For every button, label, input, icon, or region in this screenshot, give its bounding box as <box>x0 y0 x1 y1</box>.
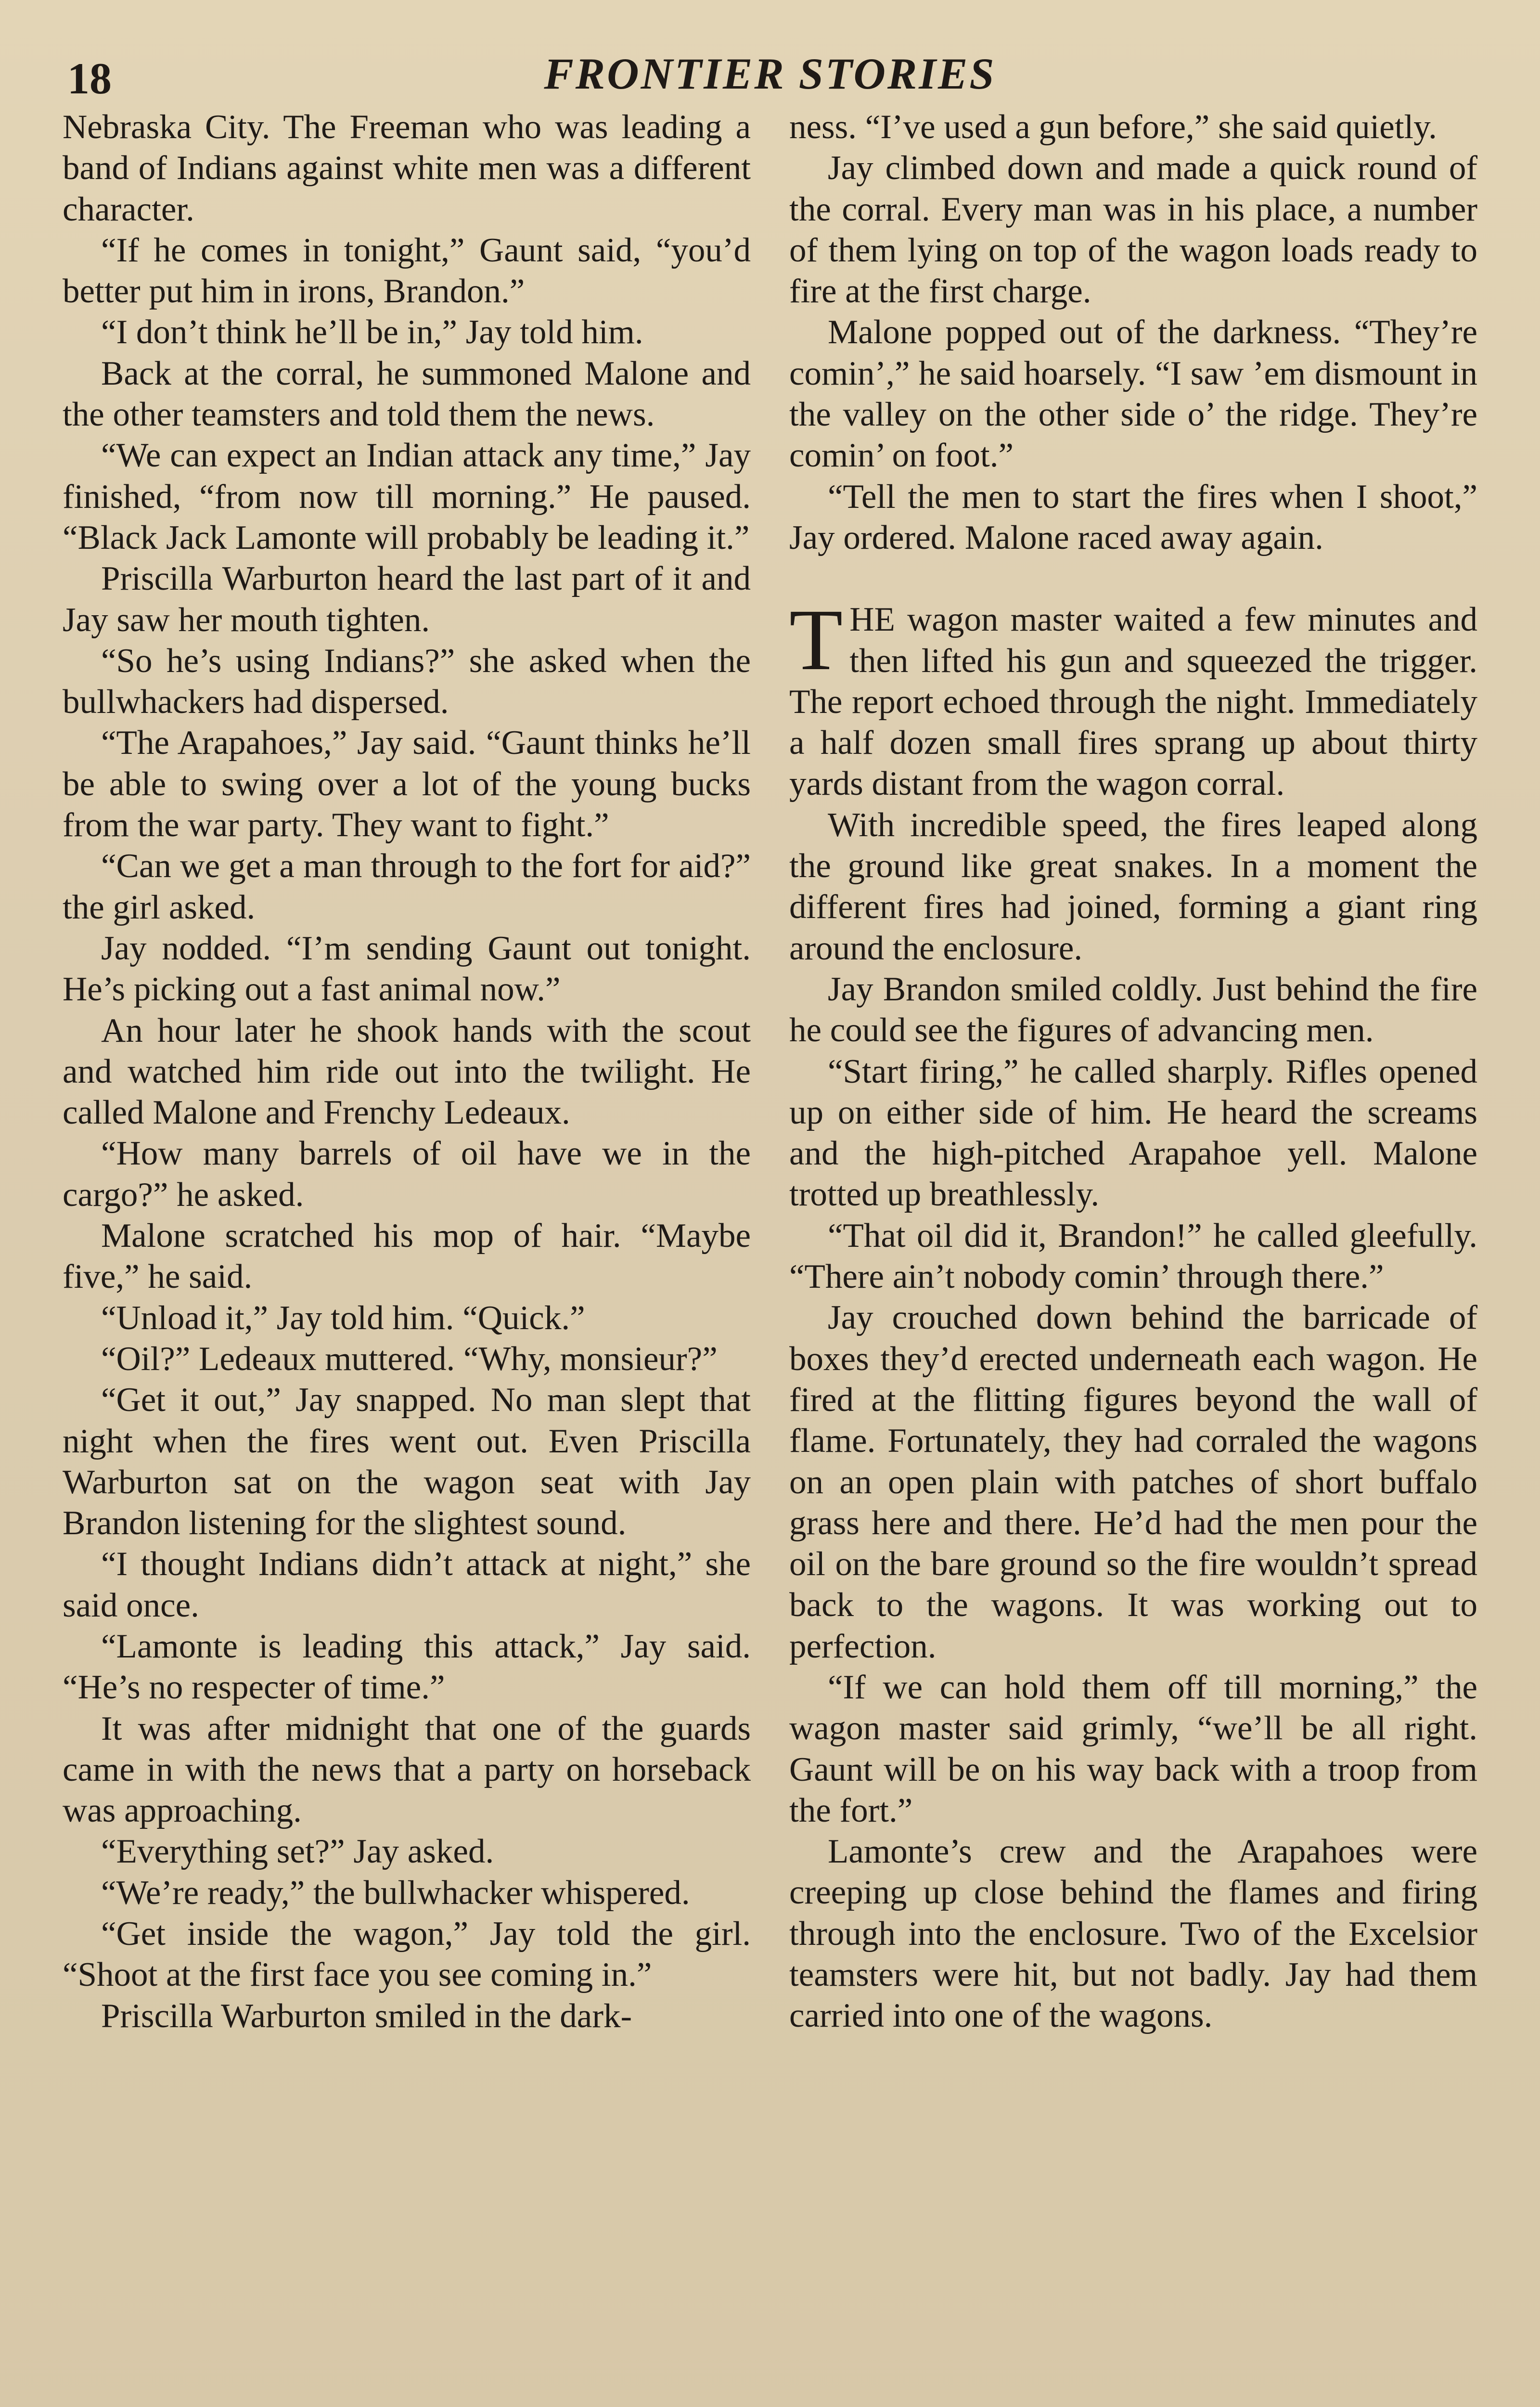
paragraph: “If he comes in tonight,” Gaunt said, “you’d better put him in irons, Brandon.” <box>63 231 751 311</box>
section-start-paragraph <box>789 592 1477 804</box>
paragraph: “Everything set?” Jay asked. <box>101 1833 494 1871</box>
paragraph: Jay Brandon smiled coldly. Just behind the fire he could see the figures of advancing men. <box>789 970 1477 1049</box>
paragraph: Priscilla Warburton heard the last part of it and Jay saw her mouth tighten. <box>63 560 751 639</box>
paragraph: “Unload it,” Jay told him. “Quick.” <box>101 1299 585 1337</box>
paragraph: Jay nodded. “I’m sending Gaunt out tonight. He’s picking out a fast animal now.” <box>63 929 751 1009</box>
paragraph: “Tell the men to start the fires when I shoot,” Jay ordered. Malone raced away again. <box>789 478 1477 556</box>
paragraph: Malone popped out of the darkness. “They’re comin’,” he said hoarsely. “I saw ’em dismount in the valley on the other side o’ the ridge. They’re comin’ on foot.” <box>789 313 1477 475</box>
paragraph: “I thought Indians didn’t attack at night,” she said once. <box>63 1545 751 1624</box>
paragraph: Lamonte’s crew and the Arapahoes were creeping up close behind the flames and firing through into the enclosure. Two of the Excelsior teamsters were hit, but not badly. Jay had them carried into one of the wagons. <box>789 1833 1477 2035</box>
paragraph: “We’re ready,” the bullwhacker whispered. <box>101 1874 690 1912</box>
paragraph: “Oil?” Ledeaux muttered. “Why, monsieur?” <box>101 1340 718 1378</box>
paragraph: ness. “I’ve used a gun before,” she said quietly. <box>789 108 1437 146</box>
paragraph: “How many barrels of oil have we in the cargo?” he asked. <box>63 1135 751 1214</box>
section-start-text: HE wagon master waited a few minutes and then lifted his gun and squeezed the trigger. The report echoed through the night. Immediately a half dozen small fires sprang up about thirty yards distant from the wagon corral. <box>789 601 1477 803</box>
page-number: 18 <box>67 54 112 103</box>
paragraph: “We can expect an Indian attack any time,” Jay finished, “from now till morning.” He paused. “Black Jack Lamonte will probably be leading it.” <box>63 437 751 556</box>
paragraph: “Can we get a man through to the fort for aid?” the girl asked. <box>63 847 751 926</box>
paragraph: “Get it out,” Jay snapped. No man slept that night when the fires went out. Even Priscilla Warburton sat on the wagon seat with Jay Brandon listening for the slightest sound. <box>63 1381 751 1542</box>
paragraph: “I don’t think he’ll be in,” Jay told him. <box>101 313 643 351</box>
paragraph: With incredible speed, the fires leaped along the ground like great snakes. In a moment the different fires had joined, forming a giant ring around the enclosure. <box>789 806 1477 967</box>
paragraph: Jay climbed down and made a quick round of the corral. Every man was in his place, a number of them lying on top of the wagon loads ready to fire at the first charge. <box>789 149 1477 311</box>
text-columns <box>63 107 1477 2407</box>
magazine-title: FRONTIER STORIES <box>544 49 996 98</box>
left-column <box>63 107 751 2407</box>
paragraph: “The Arapahoes,” Jay said. “Gaunt thinks he’ll be able to swing over a lot of the young bucks from the war party. They want to fight.” <box>63 724 751 844</box>
paragraph: Nebraska City. The Freeman who was leading a band of Indians against white men was a different character. <box>63 108 751 228</box>
paragraph: “Lamonte is leading this attack,” Jay said. “He’s no respecter of time.” <box>63 1627 751 1707</box>
paragraph: “So he’s using Indians?” she asked when the bullwhackers had dispersed. <box>63 642 751 721</box>
paragraph: Priscilla Warburton smiled in the dark- <box>101 1997 632 2035</box>
paragraph: “Get inside the wagon,” Jay told the girl. “Shoot at the first face you see coming in.” <box>63 1915 751 1994</box>
paragraph: Malone scratched his mop of hair. “Maybe five,” he said. <box>63 1217 751 1296</box>
paragraph: Back at the corral, he summoned Malone and the other teamsters and told them the news. <box>63 354 751 434</box>
paragraph: An hour later he shook hands with the scout and watched him ride out into the twilight. He called Malone and Frenchy Ledeaux. <box>63 1011 751 1132</box>
paragraph: “That oil did it, Brandon!” he called gleefully. “There ain’t nobody comin’ through there.” <box>789 1216 1477 1296</box>
paragraph: “Start firing,” he called sharply. Rifles opened up on either side of him. He heard the screams and the high-pitched Arapahoe yell. Malone trotted up breathlessly. <box>789 1052 1477 1214</box>
paragraph: “If we can hold them off till morning,” the wagon master said grimly, “we’ll be all right. Gaunt will be on his way back with a troop from the fort.” <box>789 1668 1477 1829</box>
paragraph: It was after midnight that one of the guards came in with the news that a party on horseback was approaching. <box>63 1709 751 1830</box>
paragraph: Jay crouched down behind the barricade of boxes they’d erected underneath each wagon. He fired at the flitting figures beyond the wall of flame. Fortunately, they had corraled the wagons on an open plain with patches of short buffalo grass here and there. He’d had the men pour the oil on the bare ground so the fire wouldn’t spread back to the wagons. It was working out to perfection. <box>789 1299 1477 1665</box>
drop-cap: T <box>789 592 843 689</box>
page-header <box>63 48 1477 111</box>
right-column <box>789 107 1477 2407</box>
